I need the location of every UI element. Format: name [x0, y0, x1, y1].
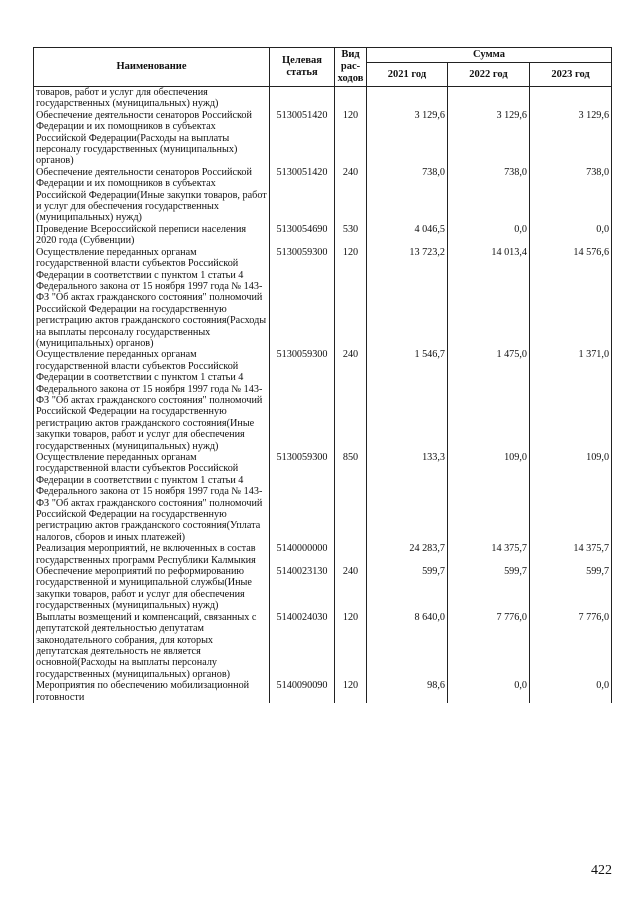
header-year-2023: 2023 год [530, 63, 612, 87]
row-value-2021 [367, 87, 448, 110]
row-expense-type: 240 [335, 349, 367, 452]
table-row [34, 566, 612, 612]
row-expense-type: 120 [335, 612, 367, 680]
row-name: Осуществление переданных органам государственной власти субъектов Российской Федерации в соответствии с пунктом 1 статьи 4 Федерального закона от 15 ноября 1997 года № 143-ФЗ "Об актах гражданского состояния" полномочий Российской Федерации на государственную регистрацию актов гражданского состояния(Уплата налогов, сборов и иных платежей) [34, 452, 270, 543]
row-code: 5130059300 [270, 452, 335, 543]
row-value-2022: 14 375,7 [448, 543, 530, 566]
table-row [34, 167, 612, 224]
row-value-2022: 1 475,0 [448, 349, 530, 452]
row-expense-type [335, 543, 367, 566]
table-row [34, 247, 612, 350]
table-row [34, 543, 612, 566]
row-value-2021: 3 129,6 [367, 110, 448, 167]
table-row [34, 349, 612, 452]
row-code: 5140024030 [270, 612, 335, 680]
row-value-2021: 98,6 [367, 680, 448, 703]
row-expense-type: 120 [335, 110, 367, 167]
row-value-2021: 8 640,0 [367, 612, 448, 680]
row-value-2022: 14 013,4 [448, 247, 530, 350]
row-code: 5140023130 [270, 566, 335, 612]
row-code: 5130059300 [270, 349, 335, 452]
row-name: товаров, работ и услуг для обеспечения государственных (муниципальных) нужд) [34, 87, 270, 110]
row-expense-type [335, 87, 367, 110]
row-value-2023: 3 129,6 [530, 110, 612, 167]
row-name: Проведение Всероссийской переписи населения 2020 года (Субвенции) [34, 224, 270, 247]
table-row [34, 110, 612, 167]
row-value-2023: 14 576,6 [530, 247, 612, 350]
row-name: Обеспечение деятельности сенаторов Российской Федерации и их помощников в субъектах Российской Федерации(Расходы на выплаты персоналу государственных (муниципальных) органов) [34, 110, 270, 167]
table-row [34, 224, 612, 247]
table-row [34, 612, 612, 680]
row-name: Обеспечение деятельности сенаторов Российской Федерации и их помощников в субъектах Российской Федерации(Иные закупки товаров, работ и услуг для обеспечения государственных (муниципальных) нужд) [34, 167, 270, 224]
table-row [34, 680, 612, 703]
page-number: 422 [591, 863, 612, 878]
row-name: Осуществление переданных органам государственной власти субъектов Российской Федерации в соответствии с пунктом 1 статьи 4 Федерального закона от 15 ноября 1997 года № 143-ФЗ "Об актах гражданского состояния" полномочий Российской Федерации на государственную регистрацию актов гражданского состояния(Расходы на выплаты персоналу государственных (муниципальных) органов) [34, 247, 270, 350]
row-value-2023: 738,0 [530, 167, 612, 224]
row-value-2021: 133,3 [367, 452, 448, 543]
row-expense-type: 240 [335, 167, 367, 224]
row-value-2022 [448, 87, 530, 110]
row-code: 5130054690 [270, 224, 335, 247]
row-expense-type: 120 [335, 680, 367, 703]
row-value-2022: 0,0 [448, 224, 530, 247]
row-value-2022: 3 129,6 [448, 110, 530, 167]
row-value-2021: 13 723,2 [367, 247, 448, 350]
row-value-2023: 0,0 [530, 224, 612, 247]
row-value-2022: 7 776,0 [448, 612, 530, 680]
row-value-2021: 599,7 [367, 566, 448, 612]
row-code [270, 87, 335, 110]
table-row [34, 452, 612, 543]
row-value-2022: 599,7 [448, 566, 530, 612]
header-name: Наименование [34, 48, 270, 87]
row-value-2023: 0,0 [530, 680, 612, 703]
row-value-2023: 109,0 [530, 452, 612, 543]
row-name: Обеспечение мероприятий по реформированию государственной и муниципальной службы(Иные закупки товаров, работ и услуг для обеспечения государственных (муниципальных) нужд) [34, 566, 270, 612]
row-value-2022: 109,0 [448, 452, 530, 543]
row-code: 5140000000 [270, 543, 335, 566]
row-value-2023 [530, 87, 612, 110]
row-value-2023: 7 776,0 [530, 612, 612, 680]
row-value-2022: 0,0 [448, 680, 530, 703]
row-expense-type: 120 [335, 247, 367, 350]
table-header [34, 48, 612, 87]
row-expense-type: 240 [335, 566, 367, 612]
row-value-2022: 738,0 [448, 167, 530, 224]
row-name: Мероприятия по обеспечению мобилизационной готовности [34, 680, 270, 703]
row-name: Реализация мероприятий, не включенных в состав государственных программ Республики Калмыкия [34, 543, 270, 566]
row-expense-type: 850 [335, 452, 367, 543]
row-value-2021: 738,0 [367, 167, 448, 224]
row-value-2023: 1 371,0 [530, 349, 612, 452]
row-code: 5130051420 [270, 110, 335, 167]
row-value-2023: 14 375,7 [530, 543, 612, 566]
header-sum: Сумма [367, 48, 612, 63]
row-value-2021: 24 283,7 [367, 543, 448, 566]
budget-table [33, 47, 612, 703]
row-name: Осуществление переданных органам государственной власти субъектов Российской Федерации в соответствии с пунктом 1 статьи 4 Федерального закона от 15 ноября 1997 года № 143-ФЗ "Об актах гражданского состояния" полномочий Российской Федерации на государственную регистрацию актов гражданского состояния(Иные закупки товаров, работ и услуг для обеспечения государственных (муниципальных) нужд) [34, 349, 270, 452]
header-target: Целевая статья [270, 48, 335, 87]
header-year-2022: 2022 год [448, 63, 530, 87]
row-value-2021: 1 546,7 [367, 349, 448, 452]
row-value-2023: 599,7 [530, 566, 612, 612]
row-name: Выплаты возмещений и компенсаций, связанных с депутатской деятельностью депутатам законодательного собрания, для которых депутатская деятельность не является основной(Расходы на выплаты персоналу государственных (муниципальных) органов) [34, 612, 270, 680]
header-year-2021: 2021 год [367, 63, 448, 87]
table-row [34, 87, 612, 110]
row-code: 5130051420 [270, 167, 335, 224]
header-expense-type: Вид рас-ходов [335, 48, 367, 87]
row-code: 5140090090 [270, 680, 335, 703]
row-expense-type: 530 [335, 224, 367, 247]
row-value-2021: 4 046,5 [367, 224, 448, 247]
row-code: 5130059300 [270, 247, 335, 350]
table-body [34, 87, 612, 703]
